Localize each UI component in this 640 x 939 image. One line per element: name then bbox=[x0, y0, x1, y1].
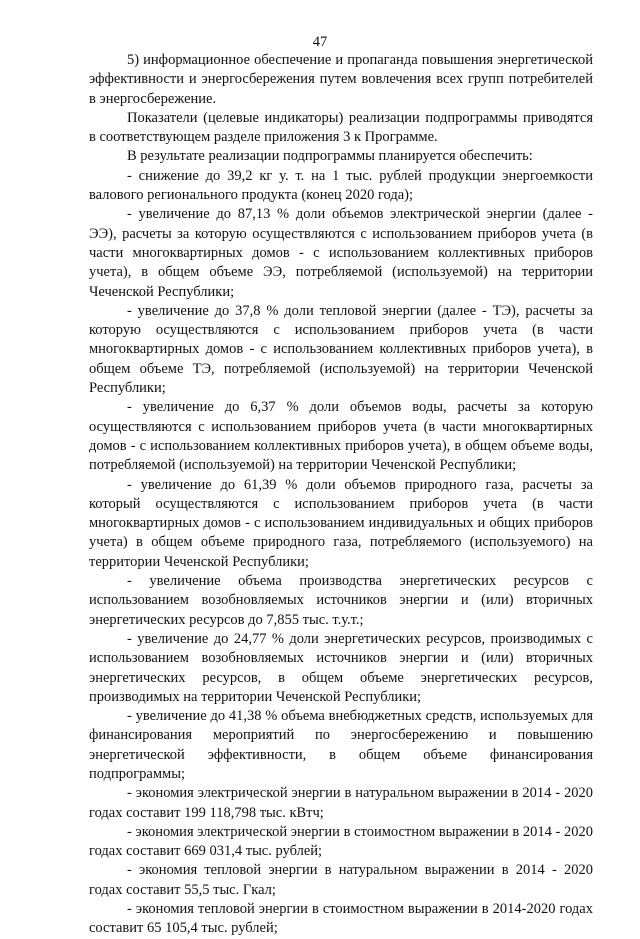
list-item-electric-savings-natural: - экономия электрической энергии в натуральном выражении в 2014 - 2020 годах составит 199 118,798 тыс. кВтч; bbox=[89, 785, 593, 821]
page-number: 47 bbox=[312, 34, 328, 50]
list-item-energy-intensity: - снижение до 39,2 кг у. т. на 1 тыс. рублей продукции энергоемкости валового регионального продукта (конец 2020 года); bbox=[89, 167, 593, 204]
list-item-thermal-savings-cost: - экономия тепловой энергии в стоимостном выражении в 2014-2020 годах составит 65 105,4 тыс. рублей; bbox=[89, 901, 593, 937]
list-item-thermal-savings-natural: - экономия тепловой энергии в натуральном выражении в 2014 - 2020 годах составит 55,5 тыс. Гкал; bbox=[89, 862, 593, 898]
list-item-electric-savings-cost: - экономия электрической энергии в стоимостном выражении в 2014 - 2020 годах составит 669 031,4 тыс. рублей; bbox=[89, 823, 593, 860]
paragraph-indicators: Показатели (целевые индикаторы) реализации подпрограммы приводятся в соответствующем разделе приложения 3 к Программе. bbox=[89, 109, 593, 146]
list-item-natural-gas-share: - увеличение до 61,39 % доли объемов природного газа, расчеты за который осуществляются с использованием приборов учета (в части многоквартирных домов - с использованием индивидуальных и общих приборов учета) в общем объеме природного газа, потребляемого (используемого) на территории Чеченской Республики; bbox=[89, 476, 593, 570]
list-item-water-share: - увеличение до 6,37 % доли объемов воды, расчеты за которую осуществляются с использованием приборов учета (в части многоквартирных домов - с использованием коллективных приборов учета), в общем объеме воды, потребляемой (используемой) на территории Чеченской Республики; bbox=[89, 399, 593, 474]
list-item-extrabudgetary-funds: - увеличение до 41,38 % объема внебюджетных средств, используемых для финансирования мероприятий по энергосбережению и повышению энергетической эффективности, в общем объеме финансирования подпрограммы; bbox=[89, 708, 593, 782]
list-item-thermal-energy-share: - увеличение до 37,8 % доли тепловой энергии (далее - ТЭ), расчеты за которую осуществляются с использованием приборов учета (в части многоквартирных домов - с использованием коллективных приборов учета), в общем объеме ТЭ, потребляемой (используемой) на территории Чеченской Республики; bbox=[89, 302, 593, 397]
list-item-electric-energy-share: - увеличение до 87,13 % доли объемов электрической энергии (далее - ЭЭ), расчеты за которую осуществляются с использованием приборов учета (в части многоквартирных домов - с использованием коллективных приборов учета), в общем объеме ЭЭ, потребляемой (используемой) на территории Чеченской Республики; bbox=[89, 206, 593, 300]
document-body bbox=[89, 51, 593, 939]
list-item-renewable-share: - увеличение до 24,77 % доли энергетических ресурсов, производимых с использованием возобновляемых источников энергии и (или) вторичных энергетических ресурсов, в общем объеме энергетических ресурсов, производимых на территории Чеченской Республики; bbox=[89, 630, 593, 705]
list-item-renewable-production: - увеличение объема производства энергетических ресурсов с использованием возобновляемых источников энергии и (или) вторичных энергетических ресурсов до 7,855 тыс. т.у.т.; bbox=[89, 573, 593, 628]
paragraph-results-intro: В результате реализации подпрограммы планируется обеспечить: bbox=[127, 148, 533, 165]
paragraph-measure-5: 5) информационное обеспечение и пропаганда повышения энергетической эффективности и энергосбережения путем вовлечения всех групп потребителей в энергосбережение. bbox=[89, 52, 593, 107]
